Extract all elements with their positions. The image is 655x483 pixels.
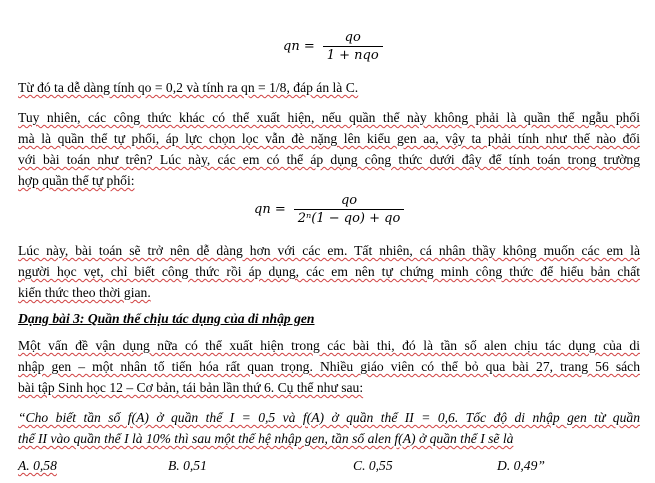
option-c: C. 0,55 (353, 458, 393, 473)
paragraph-2-line-3: kiến thức theo thời gian. (18, 285, 151, 300)
section-heading: Dạng bài 3: Quần thể chịu tác dụng của di nhập gen (18, 311, 315, 326)
formula-random-mating (283, 30, 383, 63)
paragraph-1-line-4: hợp quần thể tự phối: (18, 173, 135, 188)
formula-denominator: 2ⁿ(1 − qo) + qo (297, 211, 401, 226)
paragraph-1-line-1: Tuy nhiên, các công thức khác có thể xuất hiện, nếu quần thể này không phải là quần thể ngẫu phối (18, 110, 640, 125)
option-d: D. 0,49” (497, 458, 545, 473)
formula-lhs: qn = (254, 202, 286, 217)
paragraph-3-line-1: Một vấn đề vận dụng nữa có thể xuất hiện trong các bài thi, đó là tần số alen chịu tác dụng của di (18, 338, 640, 353)
paragraph-2-line-2: người học vẹt, chỉ biết công thức rồi áp dụng, các em nên tự chứng minh công thức để hiểu bản chất (18, 264, 640, 279)
formula-numerator: qo (294, 193, 405, 210)
formula-denominator: 1 + nqo (326, 48, 379, 63)
paragraph-3-line-2: nhập gen – một nhân tố tiến hóa rất quan trọng. Nhiều giáo viên có thể bỏ qua bài 27, trang 56 sách (18, 359, 640, 374)
formula-lhs: qn = (283, 39, 315, 54)
paragraph-2-line-1: Lúc này, bài toán sẽ trở nên dễ dàng hơn với các em. Tất nhiên, cá nhân thầy không muốn các em là (18, 243, 640, 258)
paragraph-1-line-2: mà là quần thể tự phối, áp lực chọn lọc vẫn đè nặng lên kiểu gen aa, vậy ta phải tính như thế nào đối (18, 131, 640, 146)
paragraph-3-line-3: bài tập Sinh học 12 – Cơ bản, tái bản lần thứ 6. Cụ thể như sau: (18, 380, 364, 395)
option-b: B. 0,51 (168, 458, 207, 473)
formula-fraction (294, 193, 405, 226)
option-a: A. 0,58 (18, 458, 57, 473)
result-line: Từ đó ta dễ dàng tính qo = 0,2 và tính ra qn = 1/8, đáp án là C. (18, 80, 359, 95)
paragraph-1-line-3: với bài toán như trên? Lúc này, các em có thể áp dụng công thức dưới đây để tính toán trong trường (18, 152, 640, 167)
formula-fraction (323, 30, 383, 63)
formula-self-fertilization (254, 193, 404, 226)
question-line-1: “Cho biết tần số f(A) ở quần thể I = 0,5 và f(A) ở quần thể II = 0,6. Tốc độ di nhập gen từ quần (18, 410, 640, 425)
question-line-2: thể II vào quần thể I là 10% thì sau một thế hệ nhập gen, tần số alen f(A) ở quần thể I sẽ là (18, 431, 514, 446)
formula-numerator: qo (323, 30, 383, 47)
